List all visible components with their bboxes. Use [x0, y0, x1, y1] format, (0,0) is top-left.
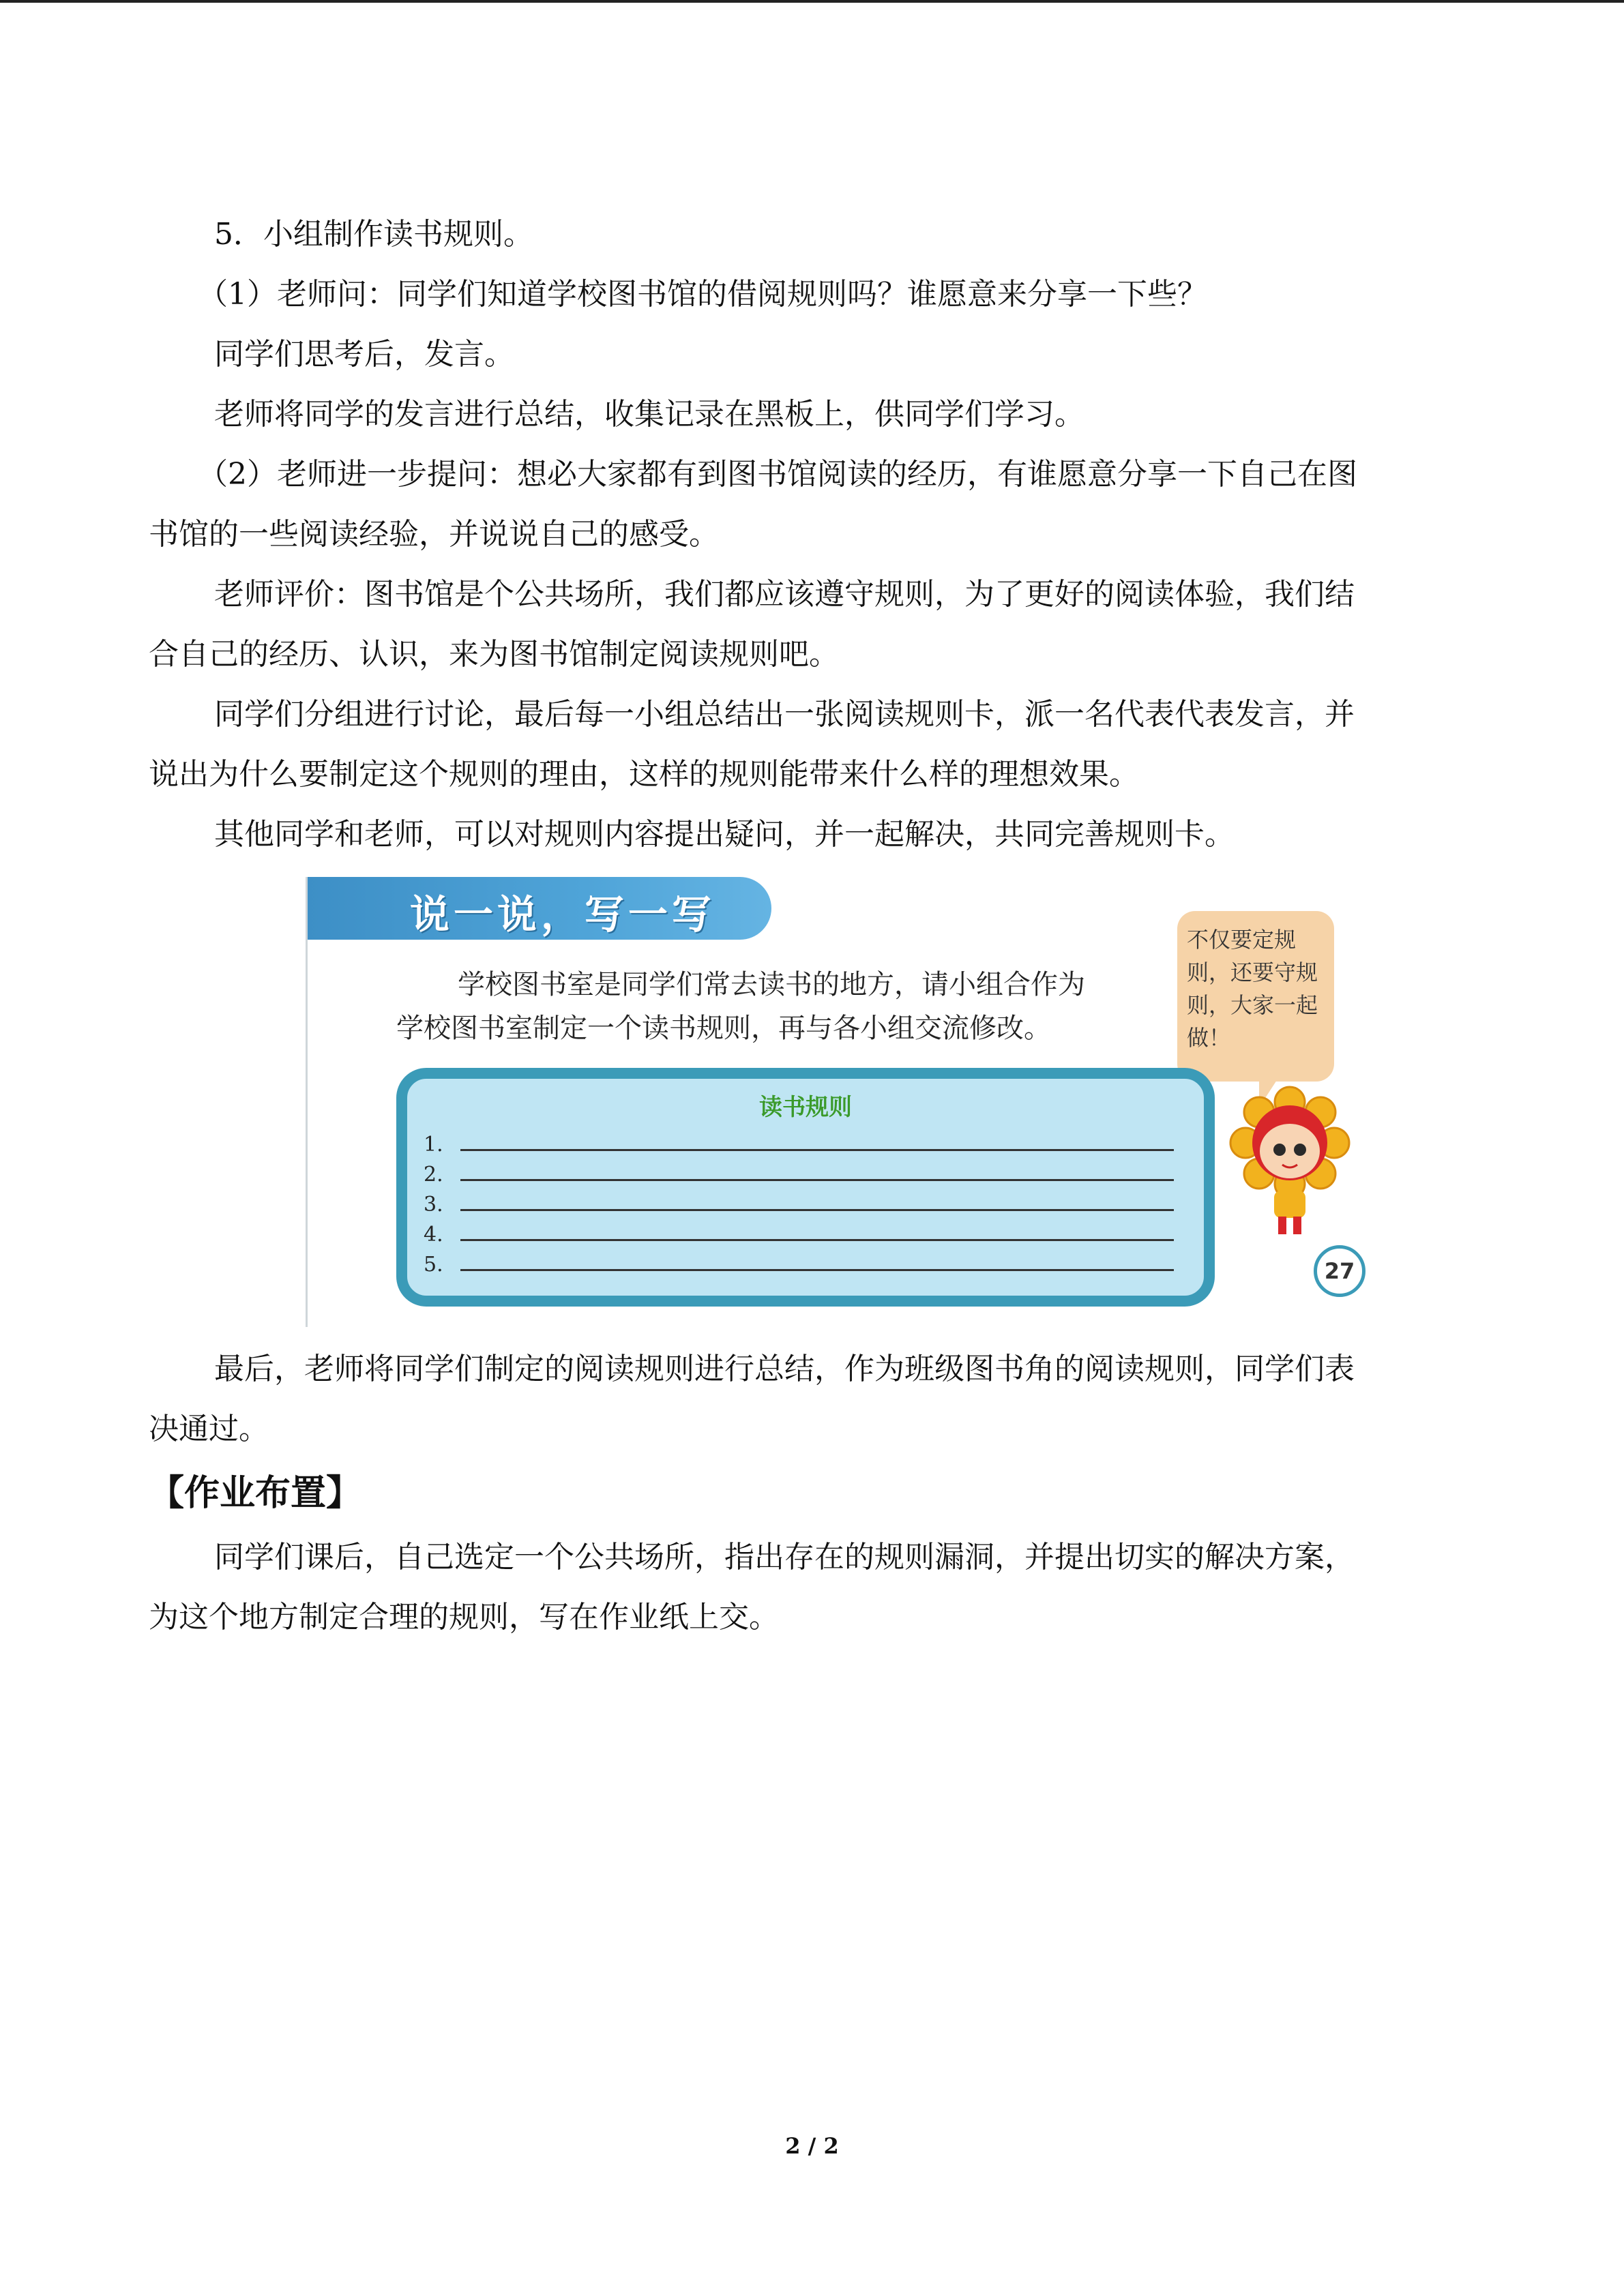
rules-card-title: 读书规则	[759, 1094, 852, 1121]
banner	[308, 877, 771, 940]
blank-line	[460, 1239, 1174, 1241]
blank-line	[460, 1269, 1174, 1271]
rule-number: 5.	[424, 1253, 443, 1277]
page-number-badge: 27	[1314, 1245, 1365, 1297]
page-footer: 2 / 2	[785, 2133, 839, 2159]
question-2	[149, 445, 1472, 565]
paragraph-summary: 老师将同学的发言进行总结，收集记录在黑板上，供同学们学习。	[214, 397, 1084, 432]
rule-number: 1.	[424, 1133, 443, 1157]
top-border	[0, 0, 1624, 3]
paragraph-others: 其他同学和老师，可以对规则内容提出疑问，并一起解决，共同完善规则卡。	[214, 817, 1235, 852]
step-5-title: 5．小组制作读书规则。	[214, 217, 533, 252]
textbook-illustration	[306, 877, 1372, 1327]
teacher-evaluation	[149, 565, 1472, 685]
prompt-line-1: 学校图书室是同学们常去读书的地方，请小组合作为	[458, 969, 1085, 1000]
homework-line-2: 为这个地方制定合理的规则，写在作业纸上交。	[149, 1600, 779, 1635]
final-summary	[149, 1339, 1472, 1459]
group-line-1: 同学们分组进行讨论，最后每一小组总结出一张阅读规则卡，派一名代表代表发言，并	[214, 697, 1355, 732]
blank-line	[460, 1149, 1174, 1151]
evaluation-line-1: 老师评价：图书馆是个公共场所，我们都应该遵守规则，为了更好的阅读体验，我们结	[214, 577, 1355, 612]
rules-card	[396, 1068, 1215, 1307]
homework-body	[149, 1527, 1472, 1648]
prompt-line-2: 学校图书室制定一个读书规则，再与各小组交流修改。	[396, 1013, 1051, 1044]
rule-line-4	[424, 1217, 1174, 1247]
rule-number: 2.	[424, 1163, 443, 1187]
question-2-line-1: （2）老师进一步提问：想必大家都有到图书馆阅读的经历，有谁愿意分享一下自己在图	[198, 457, 1357, 492]
banner-title: 说一说，写一写	[410, 891, 716, 938]
rule-line-2	[424, 1157, 1174, 1187]
speech-bubble: 不仅要定规则，还要守规则，大家一起做！	[1177, 911, 1334, 1082]
rules-list	[424, 1127, 1174, 1277]
final-line-1: 最后，老师将同学们制定的阅读规则进行总结，作为班级图书角的阅读规则，同学们表	[214, 1352, 1355, 1386]
rule-number: 3.	[424, 1193, 443, 1217]
paragraph-think: 同学们思考后，发言。	[214, 337, 514, 372]
blank-line	[460, 1179, 1174, 1181]
document-body	[149, 205, 1472, 1648]
homework-line-1: 同学们课后，自己选定一个公共场所，指出存在的规则漏洞，并提出切实的解决方案，	[214, 1540, 1355, 1575]
final-line-2: 决通过。	[149, 1412, 269, 1446]
blank-line	[460, 1209, 1174, 1211]
figure-prompt	[396, 963, 1147, 1050]
question-2-line-2: 书馆的一些阅读经验，并说说自己的感受。	[149, 517, 719, 552]
rule-number: 4.	[424, 1223, 443, 1247]
rule-line-1	[424, 1127, 1174, 1157]
homework-heading: 【作业布置】	[149, 1473, 362, 1514]
rule-line-3	[424, 1187, 1174, 1217]
group-discussion	[149, 685, 1472, 805]
question-1: （1）老师问：同学们知道学校图书馆的借阅规则吗？谁愿意来分享一下些？	[198, 277, 1207, 312]
evaluation-line-2: 合自己的经历、认识，来为图书馆制定阅读规则吧。	[149, 637, 839, 672]
group-line-2: 说出为什么要制定这个规则的理由，这样的规则能带来什么样的理想效果。	[149, 757, 1139, 792]
mascot-illustration	[1225, 1082, 1355, 1238]
rule-line-5	[424, 1247, 1174, 1277]
